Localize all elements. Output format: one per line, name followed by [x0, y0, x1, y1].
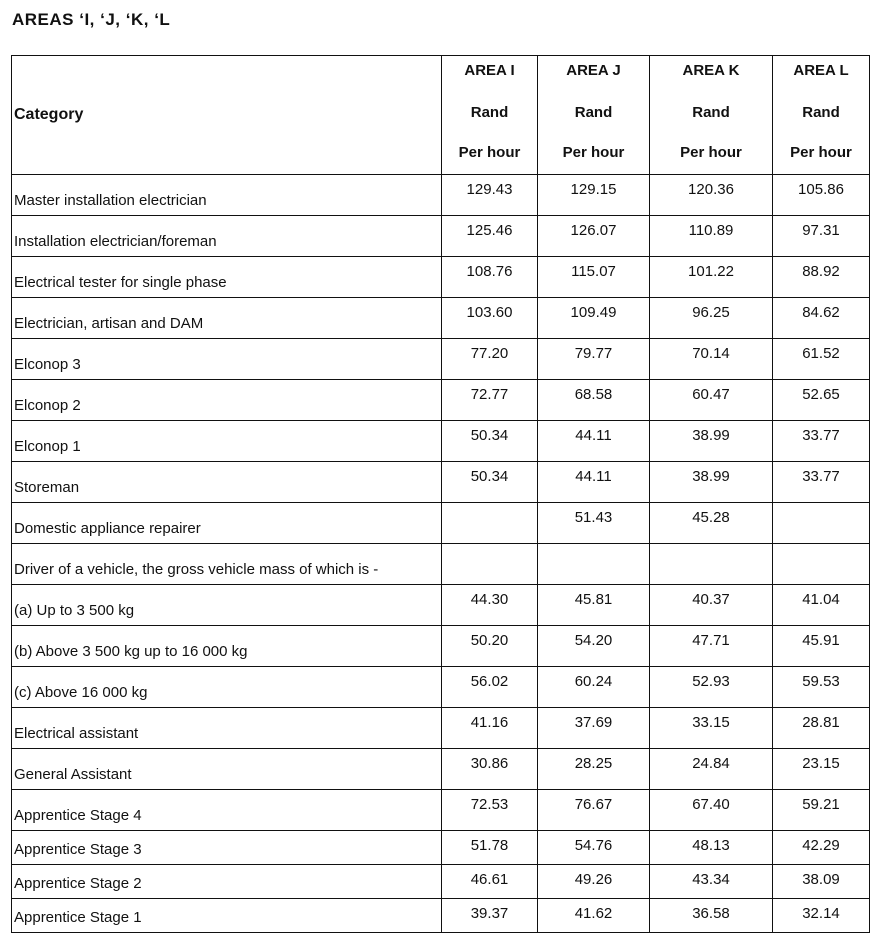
unit-label: Rand: [470, 104, 509, 121]
rate-cell: 32.14: [773, 899, 870, 933]
table-row: [12, 899, 870, 933]
rate-cell: 101.22: [650, 257, 773, 298]
rate-cell: 44.11: [538, 421, 650, 462]
page-title: AREAS ‘I, ‘J, ‘K, ‘L: [12, 10, 171, 29]
rate-cell: 109.49: [538, 298, 650, 339]
per-label: Per hour: [458, 144, 521, 161]
area-label: AREA J: [566, 62, 621, 79]
category-cell: Driver of a vehicle, the gross vehicle mass of which is -: [12, 544, 442, 585]
rate-cell: 49.26: [538, 865, 650, 899]
per-label: Per hour: [790, 144, 852, 161]
table-row: [12, 298, 870, 339]
table-row: [12, 585, 870, 626]
per-label: Per hour: [562, 144, 625, 161]
table-row: [12, 708, 870, 749]
category-cell: Electrical tester for single phase: [12, 257, 442, 298]
table-row: [12, 790, 870, 831]
rate-cell: 38.99: [650, 421, 773, 462]
area-j-header: [538, 56, 650, 175]
rate-cell: 61.52: [773, 339, 870, 380]
rate-cell: 72.77: [442, 380, 538, 421]
table-row: [12, 503, 870, 544]
rate-cell: 68.58: [538, 380, 650, 421]
category-cell: (b) Above 3 500 kg up to 16 000 kg: [12, 626, 442, 667]
rate-cell: 129.43: [442, 175, 538, 216]
category-cell: (a) Up to 3 500 kg: [12, 585, 442, 626]
rate-cell: 42.29: [773, 831, 870, 865]
table-row: [12, 462, 870, 503]
rate-cell: 41.16: [442, 708, 538, 749]
rate-cell: 37.69: [538, 708, 650, 749]
rate-cell: 36.58: [650, 899, 773, 933]
rate-cell: 39.37: [442, 899, 538, 933]
rate-cell: 67.40: [650, 790, 773, 831]
rate-cell: 40.37: [650, 585, 773, 626]
unit-label: Rand: [802, 104, 840, 121]
rate-cell: 103.60: [442, 298, 538, 339]
rate-cell: 52.65: [773, 380, 870, 421]
category-cell: Apprentice Stage 1: [12, 899, 442, 933]
category-cell: Apprentice Stage 3: [12, 831, 442, 865]
category-cell: Electrician, artisan and DAM: [12, 298, 442, 339]
category-cell: Apprentice Stage 2: [12, 865, 442, 899]
wage-rates-table: [11, 55, 870, 933]
table-row: [12, 626, 870, 667]
rate-cell: 51.78: [442, 831, 538, 865]
category-cell: General Assistant: [12, 749, 442, 790]
rate-cell: 110.89: [650, 216, 773, 257]
rate-cell: 50.34: [442, 421, 538, 462]
table-row: [12, 667, 870, 708]
rate-cell: [538, 544, 650, 585]
table-row: [12, 380, 870, 421]
rate-cell: [442, 503, 538, 544]
rate-cell: 41.62: [538, 899, 650, 933]
rate-cell: 45.81: [538, 585, 650, 626]
area-label: AREA L: [793, 62, 849, 79]
rate-cell: 96.25: [650, 298, 773, 339]
rate-cell: 129.15: [538, 175, 650, 216]
rate-cell: 76.67: [538, 790, 650, 831]
table-row: [12, 831, 870, 865]
rate-cell: 38.99: [650, 462, 773, 503]
rate-cell: 56.02: [442, 667, 538, 708]
category-cell: (c) Above 16 000 kg: [12, 667, 442, 708]
rate-cell: 59.53: [773, 667, 870, 708]
rate-cell: 60.24: [538, 667, 650, 708]
category-cell: Storeman: [12, 462, 442, 503]
rate-cell: 44.30: [442, 585, 538, 626]
category-cell: Master installation electrician: [12, 175, 442, 216]
rate-cell: 84.62: [773, 298, 870, 339]
rate-cell: [650, 544, 773, 585]
rate-cell: 30.86: [442, 749, 538, 790]
table-row: [12, 865, 870, 899]
rate-cell: 51.43: [538, 503, 650, 544]
per-label: Per hour: [680, 144, 742, 161]
category-cell: Elconop 1: [12, 421, 442, 462]
area-l-header: [773, 56, 870, 175]
rate-cell: 50.34: [442, 462, 538, 503]
rate-cell: 60.47: [650, 380, 773, 421]
rate-cell: 115.07: [538, 257, 650, 298]
category-cell: Domestic appliance repairer: [12, 503, 442, 544]
rate-cell: 28.25: [538, 749, 650, 790]
table-row: [12, 749, 870, 790]
rate-cell: 28.81: [773, 708, 870, 749]
rate-cell: 54.20: [538, 626, 650, 667]
area-k-header: [650, 56, 773, 175]
rate-cell: 46.61: [442, 865, 538, 899]
rate-cell: 79.77: [538, 339, 650, 380]
rate-cell: 24.84: [650, 749, 773, 790]
rate-cell: 33.15: [650, 708, 773, 749]
rate-cell: 48.13: [650, 831, 773, 865]
rate-cell: 47.71: [650, 626, 773, 667]
rate-cell: [773, 544, 870, 585]
rate-cell: 43.34: [650, 865, 773, 899]
table-row: [12, 421, 870, 462]
rate-cell: 41.04: [773, 585, 870, 626]
table-header: [12, 56, 870, 175]
rate-cell: 45.91: [773, 626, 870, 667]
rate-cell: 70.14: [650, 339, 773, 380]
rate-cell: 126.07: [538, 216, 650, 257]
table-row: [12, 216, 870, 257]
rate-cell: 45.28: [650, 503, 773, 544]
category-cell: Elconop 3: [12, 339, 442, 380]
rate-cell: 33.77: [773, 462, 870, 503]
rate-cell: 108.76: [442, 257, 538, 298]
table-body: [12, 175, 870, 933]
area-i-header: [442, 56, 538, 175]
rate-cell: 44.11: [538, 462, 650, 503]
rate-cell: 125.46: [442, 216, 538, 257]
rate-cell: 88.92: [773, 257, 870, 298]
rate-cell: 38.09: [773, 865, 870, 899]
category-cell: Elconop 2: [12, 380, 442, 421]
area-label: AREA I: [464, 62, 515, 79]
rate-cell: 59.21: [773, 790, 870, 831]
category-cell: Apprentice Stage 4: [12, 790, 442, 831]
category-cell: Electrical assistant: [12, 708, 442, 749]
category-cell: Installation electrician/foreman: [12, 216, 442, 257]
unit-label: Rand: [574, 104, 613, 121]
table-row: [12, 544, 870, 585]
rate-cell: 120.36: [650, 175, 773, 216]
rate-cell: 23.15: [773, 749, 870, 790]
area-label: AREA K: [682, 62, 740, 79]
table-row: [12, 339, 870, 380]
rate-cell: 105.86: [773, 175, 870, 216]
rate-cell: 72.53: [442, 790, 538, 831]
rate-cell: 77.20: [442, 339, 538, 380]
table-row: [12, 175, 870, 216]
rate-cell: 33.77: [773, 421, 870, 462]
rate-cell: [442, 544, 538, 585]
rate-cell: [773, 503, 870, 544]
table-row: [12, 257, 870, 298]
rate-cell: 52.93: [650, 667, 773, 708]
rate-cell: 97.31: [773, 216, 870, 257]
unit-label: Rand: [692, 104, 730, 121]
category-header: Category: [12, 56, 442, 175]
rate-cell: 50.20: [442, 626, 538, 667]
rate-cell: 54.76: [538, 831, 650, 865]
